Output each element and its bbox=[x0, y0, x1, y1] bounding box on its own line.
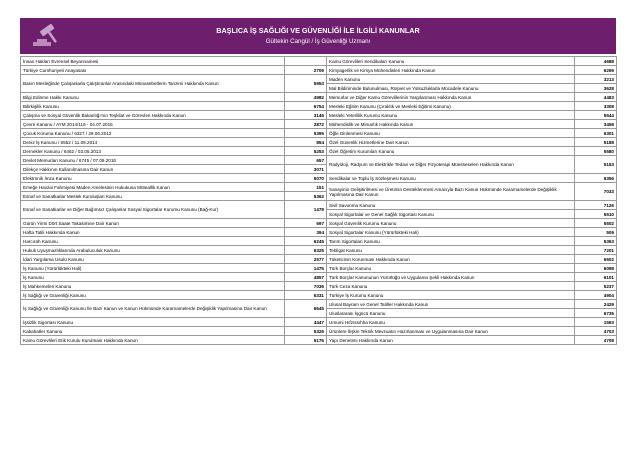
law-name: İşsizlik Sigortası Kanunu bbox=[21, 318, 285, 327]
law-name: Türkiye Cumhuriyeti Anayasası bbox=[21, 66, 285, 75]
table-row bbox=[21, 237, 617, 246]
law-name: Bilirkişilik Kanunu bbox=[21, 102, 285, 111]
law-name: Esnaf ve Sanatkarlar ve Diğer Bağımsız Çalışanlar Sosyal Sigortalar Kurumu Kanunu (Bağ-Kur) bbox=[21, 201, 285, 219]
law-number: 2429 bbox=[575, 300, 617, 309]
law-number: 5070 bbox=[285, 174, 327, 183]
table-row bbox=[21, 93, 617, 102]
law-name: Türk Ceza Kanunu bbox=[327, 282, 575, 291]
law-number: 657 bbox=[285, 156, 327, 165]
table-row bbox=[21, 219, 617, 228]
law-name: Türkiye İş Kurumu Kanunu bbox=[327, 291, 575, 300]
law-name: Özel Güvenlik Hizmetlerine Dair Kanun bbox=[327, 138, 575, 147]
law-number: 6325 bbox=[285, 246, 327, 255]
law-name: Sendikalar ve Toplu İş Sözleşmesi Kanunu bbox=[327, 174, 575, 183]
law-name: Özel Öğretim Kurumları Kanunu bbox=[327, 147, 575, 156]
law-name: Hukuk Uyuşmazlıklarında Arabuluculuk Kanunu bbox=[21, 246, 285, 255]
law-name: Çocuk Koruma Kanunu / 6327 / 29.06.2012 bbox=[21, 129, 285, 138]
table-row bbox=[21, 291, 617, 300]
law-name: Gürün Yirmi Dört Saate Takasimine Dair Kanun bbox=[21, 219, 285, 228]
law-number: 5362 bbox=[285, 192, 327, 201]
law-name: İdari Yargılama Usulü Kanunu bbox=[21, 255, 285, 264]
law-number bbox=[285, 57, 327, 66]
law-name: Umumi Hıfzıssıhha Kanunu bbox=[327, 318, 575, 327]
law-number: 4703 bbox=[575, 327, 617, 336]
table-row bbox=[21, 57, 617, 66]
law-name: Dilekçe Hakkının Kullanılmasına Dair Kanun bbox=[21, 165, 285, 174]
law-number: 6269 bbox=[575, 66, 617, 75]
law-name: Öğle Dinlenmesi Kanunu bbox=[327, 129, 575, 138]
law-number: 3146 bbox=[285, 111, 327, 120]
table-row bbox=[21, 300, 617, 309]
law-number: 7036 bbox=[285, 282, 327, 291]
law-number: 854 bbox=[285, 138, 327, 147]
table-row bbox=[21, 336, 617, 345]
law-number: 506 bbox=[575, 228, 617, 237]
law-number: 7126 bbox=[575, 201, 617, 210]
table-row bbox=[21, 255, 617, 264]
law-name: Tüketicinin Korunması Hakkında Kanun bbox=[327, 255, 575, 264]
law-number: 3458 bbox=[575, 120, 617, 129]
table-row bbox=[21, 201, 617, 210]
table-row bbox=[21, 174, 617, 183]
law-name: Sanayinin Gelişitirilmesi ve Üretimin Desteklenmesi Amacıyla Bazı Kanun Hükmünde Kararnamelerde Değişiklik Yapılmasına Dair Kanun bbox=[327, 183, 575, 201]
law-name: Türk Borçlar Kanununun Yürürlüğü ve Uygulama Şekli Hakkında Kanun bbox=[327, 273, 575, 282]
law-number: 4708 bbox=[575, 336, 617, 345]
law-name: Tarım Sigortaları Kanunu bbox=[327, 237, 575, 246]
table-row bbox=[21, 66, 617, 75]
law-number: 5188 bbox=[575, 138, 617, 147]
table-row bbox=[21, 228, 617, 237]
law-name: Hafta Tatili Hakkında Kanun bbox=[21, 228, 285, 237]
law-name: Mal Bildiriminde Bulunulması, Rüşvet ve Yolsuzluklarla Mücadele Kanunu bbox=[327, 84, 575, 93]
header-banner bbox=[20, 18, 616, 54]
law-number: 2709 bbox=[285, 66, 327, 75]
law-number: 5510 bbox=[575, 210, 617, 219]
law-number: 1475 bbox=[285, 264, 327, 273]
table-row bbox=[21, 282, 617, 291]
law-number: 1593 bbox=[575, 318, 617, 327]
law-number: 4483 bbox=[575, 93, 617, 102]
law-name: Mesleki Eğitim Kanunu (Çıraklık ve Mesleki Eğitimi Kanunu) bbox=[327, 102, 575, 111]
law-name: Esnaf ve Sanatkarlar Meslek Kuruluşları Kanunu bbox=[21, 192, 285, 201]
law-name: Mesleki Yeterlilik Kurumu Kanunu bbox=[327, 111, 575, 120]
law-number: 5253 bbox=[285, 147, 327, 156]
table-row bbox=[21, 111, 617, 120]
law-name: İş Kanunu (Yürürlükteki Hali) bbox=[21, 264, 285, 273]
table-row bbox=[21, 273, 617, 282]
page-title: BAŞLICA İŞ SAĞLIĞI VE GÜVENLİĞİ İLE İLGİLİ KANUNLAR bbox=[216, 26, 420, 35]
law-number: 697 bbox=[285, 219, 327, 228]
law-number: 1479 bbox=[285, 201, 327, 219]
table-row bbox=[21, 129, 617, 138]
law-name: Yapı Denetimi Hakkında Kanun bbox=[327, 336, 575, 345]
law-number: 5502 bbox=[575, 219, 617, 228]
law-name: Harcırah Kanunu bbox=[21, 237, 285, 246]
table-row bbox=[21, 147, 617, 156]
table-row bbox=[21, 327, 617, 336]
law-name: Ürünlere İlişkin Teknik Mevzuatın Hazırlanması ve Uygulanmasına Dair Kanun bbox=[327, 327, 575, 336]
law-number: 6331 bbox=[285, 291, 327, 300]
law-name: Çalışma ve Sosyal Güvenlik Bakanlığı'nın Teşkilat ve Görevleri Hakkında Kanun bbox=[21, 111, 285, 120]
law-number: 4447 bbox=[285, 318, 327, 327]
law-name: Devlet Memurları Kanunu / 6745 / 07.09.2016 bbox=[21, 156, 285, 165]
law-name: Sosyal Güvenlik Kurumu Kanunu bbox=[327, 219, 575, 228]
law-number: 7201 bbox=[575, 246, 617, 255]
law-name: Türk Borçlar Kanunu bbox=[327, 264, 575, 273]
law-number: 5326 bbox=[285, 327, 327, 336]
law-number: 7033 bbox=[575, 183, 617, 201]
law-name: Deniz İş Kanunu / 6552 / 11.09.2014 bbox=[21, 138, 285, 147]
law-number: 2577 bbox=[285, 255, 327, 264]
law-number: 6502 bbox=[575, 255, 617, 264]
table-row bbox=[21, 183, 617, 192]
law-number: 5395 bbox=[285, 129, 327, 138]
law-number: 394 bbox=[285, 228, 327, 237]
law-name: İş Kanunu bbox=[21, 273, 285, 282]
law-name: Kimyagerlik ve Kimya Mühendisleri Hakkında Kanun bbox=[327, 66, 575, 75]
law-number: 5544 bbox=[575, 111, 617, 120]
law-name: Sivil Savunma Kanunu bbox=[327, 201, 575, 210]
law-number: 4857 bbox=[285, 273, 327, 282]
law-name: Sosyal Sigortalar ve Genel Sağlık Sigortası Kanunu bbox=[327, 210, 575, 219]
law-name: Elektronik İmza Kanunu bbox=[21, 174, 285, 183]
law-number: 3308 bbox=[575, 102, 617, 111]
law-name: İnsan Hakları Evrensel Beyannamesi bbox=[21, 57, 285, 66]
law-name: Dernekler Kanunu / 6462 / 03.05.2013 bbox=[21, 147, 285, 156]
law-name: Çevre Kanunu / AYM 2014/116 - 04.07.2015 bbox=[21, 120, 285, 129]
page-subtitle: Gültekin Cangül / İş Güvenliği Uzmanı bbox=[265, 38, 371, 45]
law-name: Tebligat Kanunu bbox=[327, 246, 575, 255]
law-number: 6356 bbox=[575, 174, 617, 183]
law-name: Maden Kanunu bbox=[327, 75, 575, 84]
law-name: Basın Mesleğinde Çalışanlarla Çalıştıranlar Arasındaki Münasebetlerin Tanzimi Hakkında Kanun bbox=[21, 75, 285, 93]
table-row bbox=[21, 75, 617, 84]
law-name: İş Mahkemeleri Kanunu bbox=[21, 282, 285, 291]
table-row bbox=[21, 120, 617, 129]
law-number: 4982 bbox=[285, 93, 327, 102]
law-name: Emeğe Havzai Fahmiyesi Maden Amelesinin Hukukuna Müteallik Kanun bbox=[21, 183, 285, 192]
law-number: 2872 bbox=[285, 120, 327, 129]
law-number: 5363 bbox=[575, 237, 617, 246]
law-name: Kabahatler Kanunu bbox=[21, 327, 285, 336]
table-row bbox=[21, 318, 617, 327]
law-number: 5953 bbox=[285, 75, 327, 93]
law-number: 6735 bbox=[575, 309, 617, 318]
table-row bbox=[21, 264, 617, 273]
law-name: Radyoloji, Radyum ve Elektrikle Tedavi ve Diğer Fizyoterapi Müesseseleri Hakkında Kanun bbox=[327, 156, 575, 174]
laws-table bbox=[20, 56, 617, 345]
law-number: 6301 bbox=[575, 129, 617, 138]
table-row bbox=[21, 246, 617, 255]
law-name: Memurlar ve Diğer Kamu Görevlilerinin Yargılanması Hakkında Kanun bbox=[327, 93, 575, 102]
law-number: 6245 bbox=[285, 237, 327, 246]
law-number: 6645 bbox=[285, 300, 327, 318]
law-number: 4688 bbox=[575, 57, 617, 66]
law-number: 3628 bbox=[575, 84, 617, 93]
law-name: Uluslararası İşgücü Kanunu bbox=[327, 309, 575, 318]
law-name: İş Sağlığı ve Güvenliği Kanunu bbox=[21, 291, 285, 300]
law-number: 6754 bbox=[285, 102, 327, 111]
law-name: Kamu Görevlileri Sendikaları Kanunu bbox=[327, 57, 575, 66]
law-name: Bilgi Edinme Hakkı Kanunu bbox=[21, 93, 285, 102]
law-number: 5580 bbox=[575, 147, 617, 156]
law-number: 5153 bbox=[575, 156, 617, 174]
law-number: 5176 bbox=[285, 336, 327, 345]
law-name: Sosyal Sigortalar Kanunu (Yürürlükteki Hali) bbox=[327, 228, 575, 237]
table-row bbox=[21, 138, 617, 147]
law-number: 151 bbox=[285, 183, 327, 192]
law-name: Ulusal Bayram ve Genel Tatiller Hakkında Kanun bbox=[327, 300, 575, 309]
law-number: 3071 bbox=[285, 165, 327, 174]
table-row bbox=[21, 102, 617, 111]
table-row bbox=[21, 156, 617, 165]
law-number: 4904 bbox=[575, 291, 617, 300]
law-number: 6101 bbox=[575, 273, 617, 282]
law-number: 6098 bbox=[575, 264, 617, 273]
law-name: Mühendislik ve Mimarlık Hakkında Kanun bbox=[327, 120, 575, 129]
gavel-icon bbox=[28, 23, 68, 49]
law-number: 5237 bbox=[575, 282, 617, 291]
law-name: İş Sağlığı ve Güvenliği Kanunu İle Bazı Kanun ve Kanun Hükmünde Kararnamelerde Değişiklik Yapılmasına Dair Kanun bbox=[21, 300, 285, 318]
law-number: 3213 bbox=[575, 75, 617, 84]
law-name: Kamu Görevlileri Etik Kurulu Kurulması Hakkında Kanun bbox=[21, 336, 285, 345]
